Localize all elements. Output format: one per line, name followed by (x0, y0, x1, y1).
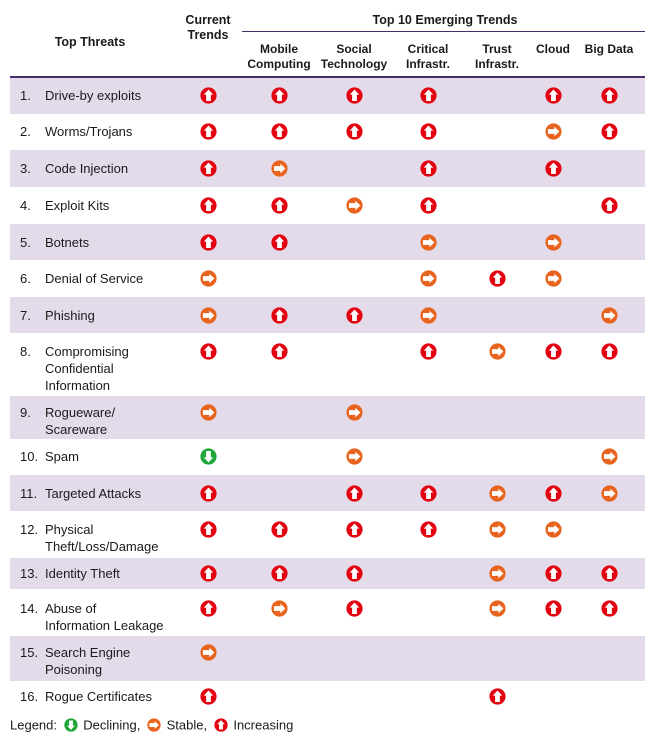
increasing-arrow-icon (346, 123, 363, 140)
threat-label (45, 565, 120, 582)
legend-declining: Declining, (83, 717, 141, 733)
header-col-line: Social (336, 42, 372, 56)
legend-increasing: Increasing (233, 717, 294, 733)
stable-arrow-icon (346, 404, 363, 421)
header-col-0 (244, 42, 314, 72)
stable-arrow-icon (346, 197, 363, 214)
threat-number: 16. (20, 689, 39, 704)
threat-number: 13. (20, 566, 39, 581)
increasing-arrow-icon (545, 485, 562, 502)
stable-arrow-icon (489, 565, 506, 582)
increasing-arrow-icon (420, 87, 437, 104)
stable-arrow-icon (147, 718, 161, 732)
threat-label-line: Information Leakage (45, 618, 164, 633)
threat-label-line: Poisoning (45, 662, 103, 677)
threat-label (45, 270, 143, 287)
header-col-3 (467, 42, 527, 72)
increasing-arrow-icon (200, 688, 217, 705)
stable-arrow-icon (545, 270, 562, 287)
increasing-arrow-icon (271, 197, 288, 214)
increasing-arrow-icon (601, 600, 618, 617)
threat-label (45, 644, 130, 678)
header-current-trends (176, 13, 240, 43)
table-row (10, 150, 645, 187)
threat-label-line: Worms/Trojans (45, 124, 133, 139)
increasing-arrow-icon (346, 87, 363, 104)
table-row (10, 114, 645, 150)
table-row (10, 475, 645, 511)
increasing-arrow-icon (601, 343, 618, 360)
threat-label (45, 197, 109, 214)
stable-arrow-icon (545, 521, 562, 538)
threat-label (45, 343, 129, 394)
threat-label (45, 404, 115, 438)
stable-arrow-icon (200, 644, 217, 661)
increasing-arrow-icon (420, 521, 437, 538)
increasing-arrow-icon (601, 123, 618, 140)
header-col-4 (531, 42, 575, 57)
header-col-1 (316, 42, 392, 72)
increasing-arrow-icon (271, 521, 288, 538)
threat-label-line: Identity Theft (45, 566, 120, 581)
stable-arrow-icon (271, 160, 288, 177)
threat-label-line: Information (45, 378, 111, 393)
table-row (10, 333, 645, 396)
declining-arrow-icon (200, 448, 217, 465)
stable-arrow-icon (200, 270, 217, 287)
threat-number: 5. (20, 235, 31, 250)
threat-label-line: Rogueware/ (45, 405, 116, 420)
stable-arrow-icon (420, 270, 437, 287)
increasing-arrow-icon (420, 485, 437, 502)
stable-arrow-icon (489, 521, 506, 538)
threat-label-line: Search Engine (45, 645, 131, 660)
legend-stable: Stable, (166, 717, 208, 733)
header-col-line: Critical (407, 42, 449, 56)
increasing-arrow-icon (346, 600, 363, 617)
threat-label-line: Scareware (45, 422, 108, 437)
threat-label-line: Code Injection (45, 161, 129, 176)
increasing-arrow-icon (200, 565, 217, 582)
stable-arrow-icon (601, 307, 618, 324)
increasing-arrow-icon (601, 565, 618, 582)
stable-arrow-icon (489, 485, 506, 502)
header-col-2 (393, 42, 463, 72)
header-emerging-group: Top 10 Emerging Trends (372, 13, 518, 27)
increasing-arrow-icon (545, 87, 562, 104)
threat-label-line: Spam (45, 449, 79, 464)
table-row (10, 224, 645, 260)
threat-label-line: Drive-by exploits (45, 88, 142, 103)
increasing-arrow-icon (489, 688, 506, 705)
header-col-line: Computing (247, 57, 311, 71)
increasing-arrow-icon (214, 718, 228, 732)
threat-label (45, 87, 141, 104)
increasing-arrow-icon (200, 123, 217, 140)
table-row (10, 636, 645, 681)
increasing-arrow-icon (200, 160, 217, 177)
increasing-arrow-icon (200, 234, 217, 251)
declining-arrow-icon (64, 718, 78, 732)
threat-number: 6. (20, 271, 31, 286)
threat-label-line: Rogue Certificates (45, 689, 152, 704)
header-col-line: Technology (320, 57, 388, 71)
threat-label-line: Targeted Attacks (45, 486, 142, 501)
increasing-arrow-icon (601, 197, 618, 214)
header-current-line1: Current (185, 13, 231, 27)
header-col-line: Big Data (584, 42, 634, 56)
increasing-arrow-icon (420, 123, 437, 140)
header-col-line: Cloud (536, 42, 570, 56)
table-row (10, 187, 645, 224)
threat-label-line: Abuse of (45, 601, 97, 616)
increasing-arrow-icon (200, 485, 217, 502)
header-col-line: Infrastr. (474, 57, 519, 71)
threat-number: 2. (20, 124, 31, 139)
table-row (10, 511, 645, 558)
threat-number: 14. (20, 601, 39, 616)
threat-label (45, 307, 95, 324)
increasing-arrow-icon (200, 521, 217, 538)
stable-arrow-icon (420, 234, 437, 251)
increasing-arrow-icon (271, 87, 288, 104)
threat-number: 15. (20, 645, 39, 660)
table-row (10, 260, 645, 297)
increasing-arrow-icon (200, 87, 217, 104)
threat-number: 10. (20, 449, 39, 464)
threat-number: 7. (20, 308, 31, 323)
increasing-arrow-icon (346, 565, 363, 582)
stable-arrow-icon (489, 343, 506, 360)
table-row (10, 589, 645, 636)
increasing-arrow-icon (346, 485, 363, 502)
increasing-arrow-icon (346, 307, 363, 324)
stable-arrow-icon (200, 404, 217, 421)
increasing-arrow-icon (545, 565, 562, 582)
legend (10, 716, 293, 735)
stable-arrow-icon (545, 123, 562, 140)
increasing-arrow-icon (200, 197, 217, 214)
increasing-arrow-icon (200, 343, 217, 360)
threat-label-line: Botnets (45, 235, 90, 250)
table-row (10, 439, 645, 475)
threat-label (45, 160, 128, 177)
threat-label (45, 688, 152, 705)
threat-label-line: Denial of Service (45, 271, 144, 286)
increasing-arrow-icon (601, 87, 618, 104)
table-row (10, 297, 645, 333)
threat-label (45, 521, 158, 555)
increasing-arrow-icon (271, 565, 288, 582)
table-row (10, 78, 645, 114)
increasing-arrow-icon (545, 343, 562, 360)
header-col-5 (581, 42, 637, 57)
stable-arrow-icon (601, 448, 618, 465)
threat-number: 3. (20, 161, 31, 176)
stable-arrow-icon (420, 307, 437, 324)
threat-label-line: Confidential (45, 361, 114, 376)
threat-label-line: Compromising (45, 344, 129, 359)
threat-label-line: Phishing (45, 308, 95, 323)
increasing-arrow-icon (420, 343, 437, 360)
threat-label (45, 485, 141, 502)
stable-arrow-icon (271, 600, 288, 617)
increasing-arrow-icon (489, 270, 506, 287)
threat-label (45, 600, 164, 634)
increasing-arrow-icon (271, 123, 288, 140)
threat-label (45, 123, 132, 140)
threat-number: 9. (20, 405, 31, 420)
stable-arrow-icon (545, 234, 562, 251)
increasing-arrow-icon (346, 521, 363, 538)
increasing-arrow-icon (420, 197, 437, 214)
stable-arrow-icon (200, 307, 217, 324)
table-row (10, 558, 645, 589)
threat-label-line: Physical (45, 522, 94, 537)
table-row (10, 396, 645, 439)
increasing-arrow-icon (271, 307, 288, 324)
threat-label-line: Exploit Kits (45, 198, 110, 213)
stable-arrow-icon (346, 448, 363, 465)
threat-number: 1. (20, 88, 31, 103)
threat-label (45, 448, 79, 465)
legend-prefix: Legend: (10, 717, 57, 733)
header-col-line: Trust (482, 42, 512, 56)
threat-number: 12. (20, 522, 39, 537)
threat-label (45, 234, 89, 251)
stable-arrow-icon (489, 600, 506, 617)
header-col-line: Infrastr. (405, 57, 450, 71)
increasing-arrow-icon (271, 343, 288, 360)
header-col-line: Mobile (260, 42, 298, 56)
threat-number: 11. (20, 486, 38, 501)
stable-arrow-icon (601, 485, 618, 502)
threat-number: 8. (20, 344, 31, 359)
header-current-line2: Trends (187, 28, 229, 42)
increasing-arrow-icon (545, 160, 562, 177)
table-row (10, 681, 645, 712)
increasing-arrow-icon (420, 160, 437, 177)
increasing-arrow-icon (545, 600, 562, 617)
threat-label-line: Theft/Loss/Damage (45, 539, 159, 554)
emerging-group-rule (242, 31, 645, 32)
increasing-arrow-icon (271, 234, 288, 251)
header-top-threats: Top Threats (54, 35, 126, 49)
increasing-arrow-icon (200, 600, 217, 617)
threat-number: 4. (20, 198, 31, 213)
